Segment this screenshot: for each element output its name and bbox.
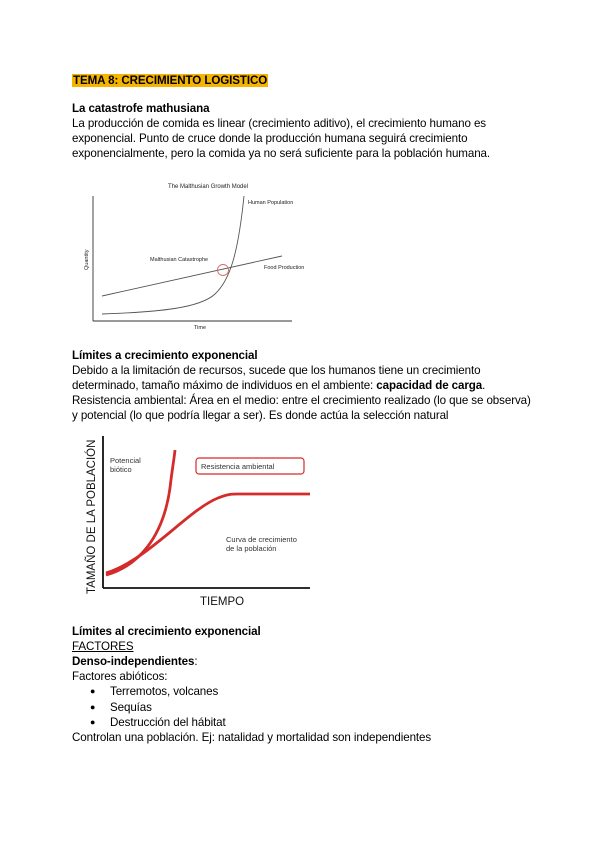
- malthus-line-1: La producción de comida es linear (crecimiento aditivo), el crecimiento humano es: [72, 117, 486, 130]
- limits-line-1: Debido a la limitación de recursos, sucede que los humanos tiene un crecimiento: [72, 364, 481, 377]
- closing-line: Controlan una población. Ej: natalidad y mortalidad son independientes: [72, 731, 432, 744]
- malthus-line-3: exponencialmente, pero la comida ya no será suficiente para la población humana.: [72, 147, 491, 160]
- page-title: [72, 73, 268, 89]
- list-item: [90, 684, 226, 700]
- list-item-text: Terremotos, volcanes: [110, 685, 219, 698]
- limits-line-2-text: determinado, tamaño máximo de individuos en el ambiente:: [72, 379, 377, 392]
- limits-line-2-end: .: [482, 379, 486, 392]
- factors-subheading: FACTORES: [72, 640, 134, 653]
- logistic-x-label: TIEMPO: [200, 596, 245, 608]
- malthusian-growth-chart: [70, 176, 320, 334]
- carrying-capacity-term: capacidad de carga: [376, 379, 483, 392]
- limits-line-4: y potencial (lo que podría llegar a ser). Es donde actúa la selección natural: [72, 409, 449, 422]
- malthus-x-label: Time: [194, 325, 207, 331]
- human-population-curve: [102, 196, 244, 314]
- list-item-text: Sequías: [110, 700, 152, 714]
- malthus-chart-title: The Malthusian Growth Model: [168, 184, 249, 190]
- malthus-heading: La catastrofe mathusiana: [72, 102, 210, 115]
- section-title-highlight: TEMA 8: CRECIMIENTO LOGISTICO: [73, 74, 268, 87]
- density-colon: :: [194, 655, 198, 668]
- malthus-y-label: Quantity: [84, 249, 90, 270]
- density-independent-label: Denso-independientes: [72, 655, 195, 668]
- food-production-label: Food Production: [264, 265, 305, 271]
- limits-heading: Límites a crecimiento exponencial: [72, 349, 258, 362]
- density-independent-line: [72, 654, 197, 670]
- abiotic-factors-list: [90, 684, 226, 731]
- list-item: [90, 700, 226, 716]
- growth-curve-label-2: de la población: [226, 544, 277, 553]
- limits-line-3: Resistencia ambiental: Área en el medio: entre el crecimiento realizado (lo que se observa): [72, 394, 531, 407]
- malthus-line-2: exponencial. Punto de cruce donde la producción humana seguirá crecimiento: [72, 132, 468, 145]
- abiotic-factors-line: Factores abióticos:: [72, 670, 168, 683]
- limits-line-2: [72, 378, 485, 394]
- list-item-text: Destrucción del hábitat: [110, 716, 226, 729]
- logistic-y-label: TAMAÑO DE LA POBLACIÓN: [86, 439, 98, 594]
- factors-heading: Límites al crecimiento exponencial: [72, 625, 261, 638]
- biotic-potential-label-2: biótico: [110, 465, 132, 474]
- population-growth-curve: [106, 494, 310, 573]
- bullet-icon: ●: [90, 686, 96, 696]
- bullet-icon: ●: [90, 717, 96, 727]
- growth-curve-label-1: Curva de crecimiento: [226, 535, 297, 544]
- logistic-growth-chart: [78, 428, 323, 610]
- biotic-potential-label-1: Potencial: [110, 456, 141, 465]
- human-population-label: Human Population: [248, 200, 294, 206]
- malthusian-catastrophe-label: Malthusian Catastrophe: [150, 257, 209, 263]
- bullet-icon: ●: [90, 701, 96, 712]
- environmental-resistance-label: Resistencia ambiental: [201, 462, 275, 471]
- list-item: [90, 715, 226, 731]
